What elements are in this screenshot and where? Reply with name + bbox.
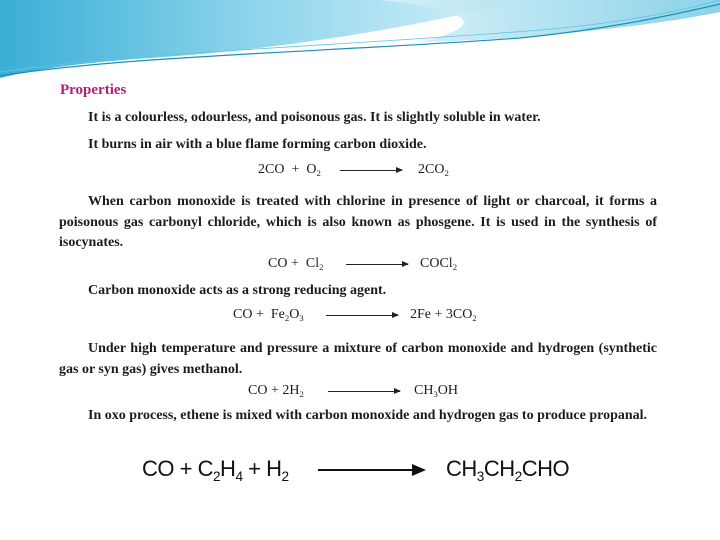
- equation-1-arrow: [340, 170, 402, 171]
- equation-4-arrow: [328, 391, 400, 392]
- paragraph-3: When carbon monoxide is treated with chlorine in presence of light or charcoal, it forms a poisonous gas carbonyl chloride, which is also known as phosgene. It is used in the synthesis of isocynates.: [59, 194, 657, 250]
- equation-1-reactants: $2CO + O_2$: [258, 162, 321, 179]
- paragraph-6: In oxo process, ethene is mixed with carbon monoxide and hydrogen gas to produce propanal.: [88, 408, 648, 423]
- equation-5-arrow: [318, 469, 424, 471]
- paragraph-1: It is a colourless, odourless, and poisonous gas. It is slightly soluble in water.: [88, 110, 541, 125]
- equation-5-reactants: CO + $C_2H_4 + H_2$: [142, 456, 289, 484]
- paragraph-5: Under high temperature and pressure a mixture of carbon monoxide and hydrogen (synthetic gas or syn gas) gives methanol.: [59, 341, 657, 377]
- equation-1-product: $2CO_2$: [418, 162, 449, 179]
- equation-5-product: $CH_3CH_2CHO$: [446, 456, 570, 484]
- section-heading: Properties: [60, 82, 127, 98]
- equation-3-reactants: CO + $Fe_2O_3$: [233, 307, 304, 324]
- equation-3-arrow: [326, 315, 398, 316]
- paragraph-4: Carbon monoxide acts as a strong reducing agent.: [88, 283, 387, 298]
- equation-4-reactants: CO + $2H_2$: [248, 383, 304, 400]
- equation-4-product: $CH_3OH$: [414, 383, 459, 400]
- equation-2-arrow: [346, 264, 408, 265]
- equation-2-product: COCl$_2$: [420, 256, 458, 273]
- paragraph-2: It burns in air with a blue flame forming carbon dioxide.: [88, 137, 427, 152]
- equation-3-product: $2Fe + 3CO_2$: [410, 307, 477, 324]
- equation-2-reactants: CO + $Cl_2$: [268, 256, 324, 273]
